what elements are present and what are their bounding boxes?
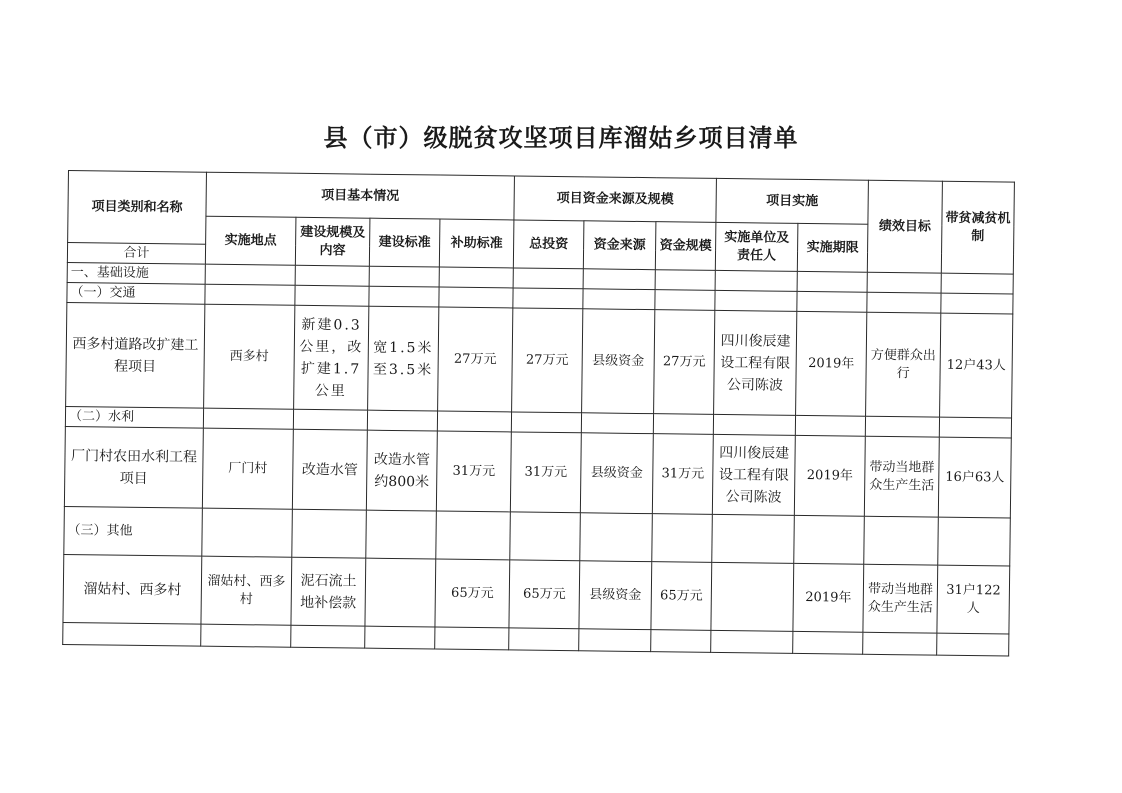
table-row <box>63 554 1010 634</box>
header-standard: 建设标准 <box>369 218 440 267</box>
header-mechanism: 带贫减贫机制 <box>941 181 1014 274</box>
project-name: 溜姑村、西多村 <box>63 554 202 624</box>
project-scale: 泥石流土地补偿款 <box>291 557 366 626</box>
project-performance: 带动当地群众生产生活 <box>863 564 938 633</box>
subsection-other: （三）其他 <box>64 506 203 556</box>
project-standard: 改造水管约800米 <box>366 430 437 511</box>
project-list-table-wrapper <box>62 170 1014 657</box>
header-funding-group: 项目资金来源及规模 <box>514 176 717 222</box>
project-location: 溜姑村、西多村 <box>201 556 292 625</box>
project-source: 县级资金 <box>579 561 652 630</box>
project-total: 65万元 <box>509 560 580 629</box>
project-total: 27万元 <box>512 308 583 413</box>
project-total: 31万元 <box>510 432 581 513</box>
project-subsidy: 31万元 <box>436 431 511 512</box>
table-row <box>66 302 1013 418</box>
project-name: 西多村道路改扩建工程项目 <box>66 302 205 408</box>
header-basic-group: 项目基本情况 <box>206 172 515 220</box>
project-mechanism: 12户43人 <box>940 313 1013 418</box>
page-title: 县（市）级脱贫攻坚项目库溜姑乡项目清单 <box>323 123 799 152</box>
header-total: 总投资 <box>513 220 584 269</box>
project-mechanism: 31户122人 <box>937 565 1010 634</box>
project-subsidy: 27万元 <box>438 307 513 412</box>
project-performance: 方便群众出行 <box>866 312 941 417</box>
header-performance: 绩效目标 <box>867 180 942 273</box>
section-infrastructure: 一、基础设施 <box>67 262 205 284</box>
header-fund-scale: 资金规模 <box>655 222 716 271</box>
header-scale: 建设规模及内容 <box>295 217 370 266</box>
header-subsidy: 补助标准 <box>439 219 514 268</box>
project-location: 西多村 <box>204 304 295 409</box>
header-unit: 实施单位及责任人 <box>715 222 798 271</box>
project-list-table <box>62 170 1015 657</box>
project-name: 厂门村农田水利工程项目 <box>64 426 203 508</box>
project-scale: 改造水管 <box>292 429 367 510</box>
project-period: 2019年 <box>793 563 864 632</box>
total-label: 合计 <box>67 243 205 265</box>
project-standard: 宽1.5米至3.5米 <box>368 306 439 411</box>
project-performance: 带动当地群众生产生活 <box>864 436 939 517</box>
project-period: 2019年 <box>794 435 865 516</box>
project-scale: 新建0.3公里，改扩建1.7公里 <box>294 305 369 410</box>
project-fund-scale: 27万元 <box>654 310 715 415</box>
project-source: 县级资金 <box>580 433 653 514</box>
header-location: 实施地点 <box>205 216 296 265</box>
project-unit <box>711 562 794 631</box>
header-source: 资金来源 <box>583 221 656 270</box>
project-fund-scale: 65万元 <box>651 562 712 631</box>
project-subsidy: 65万元 <box>435 559 510 628</box>
project-period: 2019年 <box>796 311 867 416</box>
project-standard <box>365 558 436 627</box>
project-unit: 四川俊辰建设工程有限公司陈波 <box>714 310 797 415</box>
header-category: 项目类别和名称 <box>68 171 207 245</box>
header-period: 实施期限 <box>797 223 868 272</box>
project-source: 县级资金 <box>582 309 655 414</box>
project-mechanism: 16户63人 <box>938 437 1011 518</box>
project-location: 厂门村 <box>202 428 293 509</box>
table-row <box>64 426 1011 518</box>
subsection-water: （二）水利 <box>65 406 203 428</box>
project-fund-scale: 31万元 <box>652 434 713 515</box>
project-unit: 四川俊辰建设工程有限公司陈波 <box>712 434 795 515</box>
subsection-transport: （一）交通 <box>67 282 205 304</box>
header-impl-group: 项目实施 <box>716 178 869 224</box>
